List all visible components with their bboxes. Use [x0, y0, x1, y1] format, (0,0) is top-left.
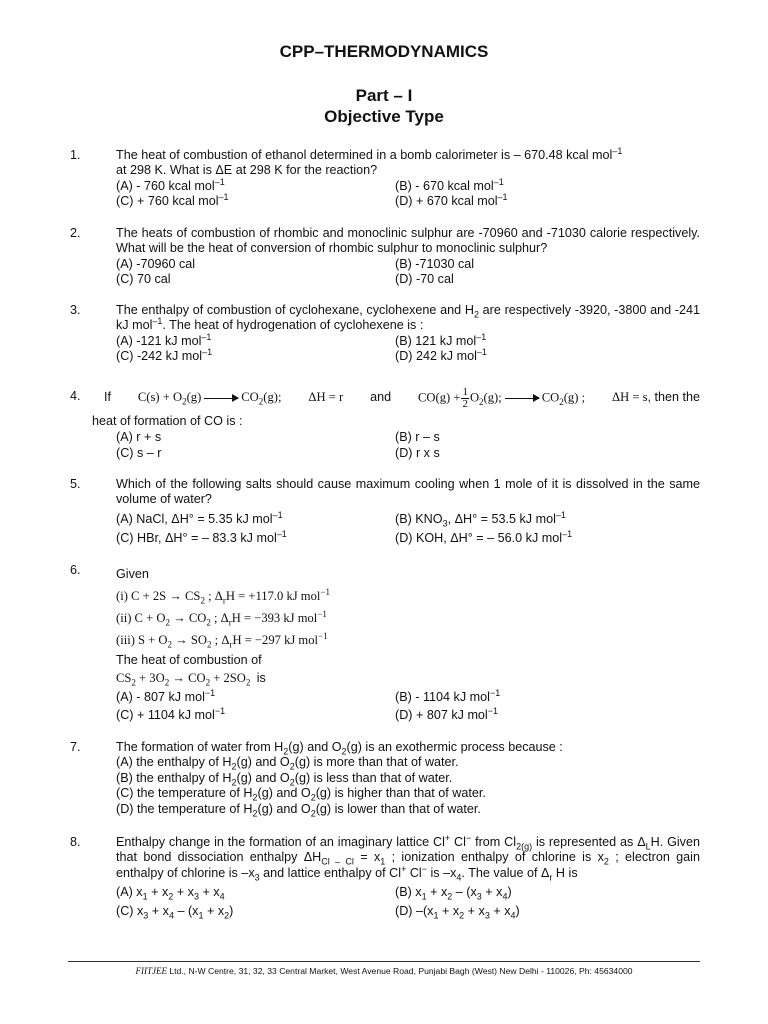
equation-2: CO(g) + $\frac{1}{2}$ $O_2(g)$; $CO_2(g)$ ; — [418, 385, 586, 410]
option-d[interactable]: (D) -70 cal — [395, 272, 454, 287]
text-run: at 298 K. What is ΔE at 298 K for the reaction? — [116, 163, 378, 178]
question-number: 5. — [70, 477, 81, 491]
delta-h-s: ΔH = s — [611, 390, 648, 405]
section-subtitle: Objective Type — [324, 107, 444, 126]
brand-name: FIITJEE — [135, 966, 167, 976]
footer — [0, 966, 768, 976]
option-b[interactable]: (B) - 670 kcal mol$^{-1}$ — [395, 176, 504, 193]
combustion-equation: $CS_2 + 3O_2 \to CO_2 + 2SO_2$ is — [116, 671, 266, 688]
question-text: Which of the following salts should cause maximum cooling when 1 mole of it is dissolved in the same volume of water? — [116, 477, 700, 507]
question-number: 6. — [70, 563, 81, 577]
option-b[interactable]: (B) -71030 cal — [395, 256, 475, 271]
option-c[interactable]: (C) HBr, ΔH° = – 83.3 kJ mol$^{-1}$ — [116, 528, 287, 545]
option-a[interactable]: (A) - 760 kcal mol$^{-1}$ — [116, 176, 225, 193]
question-text: The formation of water from $H_2(g)$ and $O_2(g)$ is an exothermic process because : — [116, 740, 563, 757]
question-text — [116, 145, 700, 179]
question-text — [116, 563, 700, 651]
question-text: Enthalpy change in the formation of an imaginary lattice Cl+ Cl− from $Cl_{2(g)}$ is represented as $\Delta_LH$. Given that bond dissociation enthalpy $\Delta H_{Cl - Cl} = x_1$ ; ionization enthalpy of chlorine is $x_2$ ; electron gain enthalpy of chlorine is $-x_3$ and lattice enthalpy of Cl+ Cl− is $-x_4$. The value of $\Delta_r$ H is — [116, 832, 700, 883]
option-a[interactable]: (A) -70960 cal — [116, 256, 196, 271]
arrow-icon — [505, 398, 539, 399]
question-equation-line — [104, 383, 700, 413]
question-text: The enthalpy of combustion of cyclohexane, cyclohexene and $H_2$ are respectively -3920, -3800 and -241 kJ mol$^{-1}$. The heat of hydrogenation of cyclohexene is : — [116, 303, 700, 333]
options — [116, 430, 700, 461]
question-text — [116, 651, 700, 687]
equation-1: $C(s) + O_2(g)$ $CO_2(g)$; — [137, 390, 282, 407]
option-b[interactable]: (B) - 1104 kJ mol$^{-1}$ — [395, 687, 501, 704]
option-d[interactable]: (D) KOH, ΔH° = – 56.0 kJ mol$^{-1}$ — [395, 528, 573, 545]
option-a[interactable]: (A) NaCl, ΔH° = 5.35 kJ mol$^{-1}$ — [116, 509, 283, 526]
option-a[interactable]: (A) the enthalpy of $H_2(g)$ and $O_2(g)$ is more than that of water. — [116, 755, 459, 772]
text-run: If — [104, 390, 111, 405]
reaction-1: (i) $C + 2S \to CS_2$ ; $\Delta_rH = +117.0$ kJ mol$^{-1}$ — [116, 586, 330, 606]
option-c[interactable]: (C) -242 kJ mol$^{-1}$ — [116, 347, 213, 364]
text-run: The heat of combustion of ethanol determined in a bomb calorimeter is – 670.48 kcal mol — [116, 148, 613, 162]
question-number: 2. — [70, 226, 81, 240]
option-c[interactable]: (C) 70 cal — [116, 272, 171, 287]
option-c[interactable]: (C) s – r — [116, 445, 162, 460]
question-6 — [70, 563, 700, 724]
options — [116, 510, 700, 548]
question-2 — [70, 226, 700, 288]
option-b[interactable]: (B) r – s — [395, 430, 440, 445]
text-run: , then the — [647, 390, 700, 405]
text-run: Given — [116, 567, 149, 581]
superscript: –1 — [612, 145, 623, 156]
reaction-3: (iii) $S + O_2 \to SO_2$ ; $\Delta_rH = -297$ kJ mol$^{-1}$ — [116, 630, 328, 650]
question-5 — [70, 477, 700, 548]
options — [116, 176, 700, 210]
question-number: 7. — [70, 740, 81, 754]
page-title: CPP–THERMODYNAMICS — [279, 42, 489, 61]
text-run: and — [370, 390, 392, 405]
options — [116, 688, 700, 724]
option-d[interactable]: (D) + 670 kcal mol$^{-1}$ — [395, 192, 508, 209]
option-b[interactable]: (B) the enthalpy of $H_2(g)$ and $O_2(g)$ is less than that of water. — [116, 770, 453, 788]
option-d[interactable]: (D) r x s — [395, 445, 440, 460]
question-4 — [70, 383, 700, 461]
question-number: 3. — [70, 303, 81, 317]
option-b[interactable]: (B) $KNO_3$, ΔH° = 53.5 kJ mol$^{-1}$ — [395, 509, 566, 529]
option-d[interactable]: (D) 242 kJ mol$^{-1}$ — [395, 347, 487, 364]
text-run: The heat of combustion of — [116, 653, 262, 667]
option-c[interactable]: (C) + 1104 kJ mol$^{-1}$ — [116, 705, 226, 722]
question-number: 1. — [70, 148, 81, 162]
option-b[interactable]: (B) 121 kJ mol$^{-1}$ — [395, 331, 487, 348]
option-a[interactable]: (A) r + s — [116, 430, 162, 445]
option-d[interactable]: (D) $-(x_1 + x_2 + x_3 + x_4)$ — [395, 904, 520, 921]
part-heading: Part – I — [355, 86, 413, 105]
options — [116, 331, 700, 365]
option-c[interactable]: (C) + 760 kcal mol$^{-1}$ — [116, 192, 229, 209]
option-d[interactable]: (D) + 807 kJ mol$^{-1}$ — [395, 705, 498, 722]
question-number: 4. — [70, 389, 81, 403]
arrow-icon — [204, 398, 238, 399]
option-c[interactable]: (C) the temperature of $H_2(g)$ and $O_2(g)$ is higher than that of water. — [116, 786, 486, 803]
question-1 — [70, 145, 700, 210]
fraction-half: $\frac{1}{2}$ — [462, 385, 468, 410]
footer-address: Ltd., N-W Centre, 31, 32, 33 Central Market, West Avenue Road, Punjabi Bagh (West) New Delhi - 110026, Ph: 45634000 — [166, 966, 633, 976]
option-a[interactable]: (A) - 807 kJ mol$^{-1}$ — [116, 687, 216, 704]
question-8 — [70, 832, 700, 921]
question-7 — [70, 740, 700, 817]
footer-divider — [68, 961, 700, 962]
options — [116, 755, 700, 817]
option-b[interactable]: (B) $x_1 + x_2 - (x_3 + x_4)$ — [395, 885, 512, 902]
options — [116, 883, 700, 921]
question-3 — [70, 303, 700, 365]
delta-h-r: ΔH = r — [308, 390, 344, 405]
reaction-2: (ii) $C + O_2 \to CO_2$ ; $\Delta_rH = -393$ kJ mol$^{-1}$ — [116, 608, 327, 628]
question-number: 8. — [70, 835, 81, 849]
options — [116, 257, 700, 288]
option-d[interactable]: (D) the temperature of $H_2(g)$ and $O_2(g)$ is lower than that of water. — [116, 801, 481, 819]
option-a[interactable]: (A) $x_1 + x_2 + x_3 + x_4$ — [116, 885, 225, 902]
option-a[interactable]: (A) -121 kJ mol$^{-1}$ — [116, 331, 212, 348]
option-c[interactable]: (C) $x_3 + x_4 - (x_1 + x_2)$ — [116, 904, 234, 921]
question-text: The heats of combustion of rhombic and monoclinic sulphur are -70960 and -71030 calorie respectively. What will be the heat of conversion of rhombic sulphur to monoclinic sulphur? — [116, 226, 700, 256]
question-text: heat of formation of CO is : — [92, 414, 243, 428]
